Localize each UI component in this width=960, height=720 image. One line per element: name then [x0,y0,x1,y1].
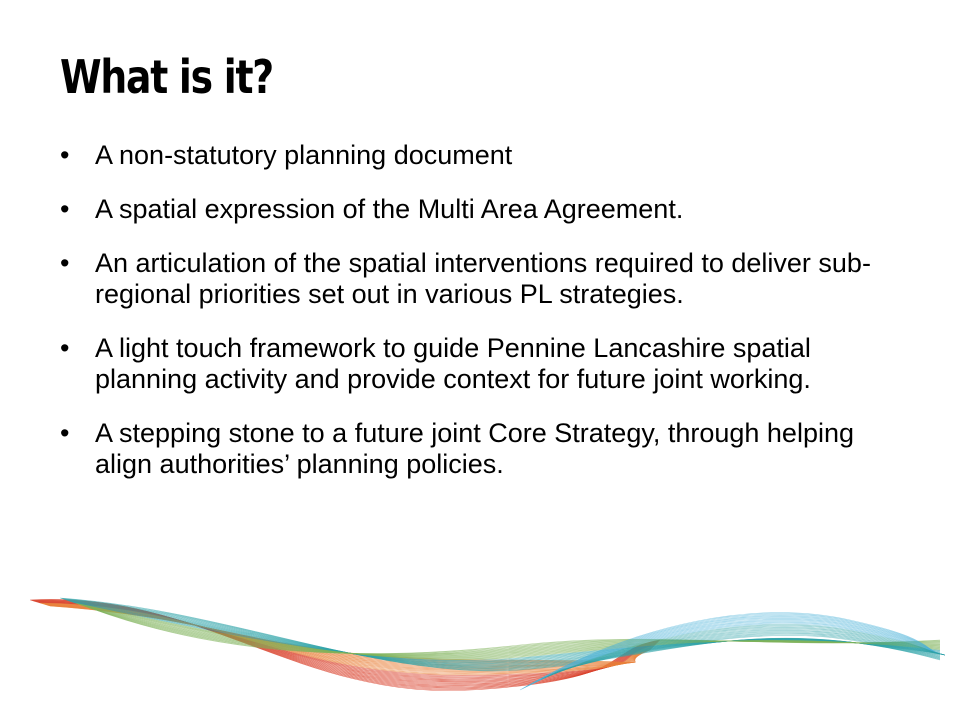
list-item [60,194,900,225]
bullet-text: A spatial expression of the Multi Area Agreement. [95,194,684,224]
bullet-text: A light touch framework to guide Pennine Lancashire spatial planning activity and provide context for future joint working. [95,333,811,394]
bullet-dot: • [60,140,70,170]
list-item [60,418,900,480]
bullet-text: A stepping stone to a future joint Core Strategy, through helping align authorities’ planning policies. [95,418,854,479]
bullet-dot: • [60,248,70,278]
bullet-dot: • [60,333,70,363]
list-item [60,140,900,171]
decorative-wave-lines [0,580,960,720]
list-item [60,248,900,310]
bullet-text: An articulation of the spatial interventions required to deliver sub-regional priorities set out in various PL strategies. [95,248,871,309]
bullet-list [60,140,900,503]
bullet-dot: • [60,418,70,448]
teal-wave-bundle [60,598,940,671]
bullet-text: A non-statutory planning document [95,140,513,170]
list-item [60,333,900,395]
bullet-dot: • [60,194,70,224]
slide-title: What is it? [60,50,273,104]
